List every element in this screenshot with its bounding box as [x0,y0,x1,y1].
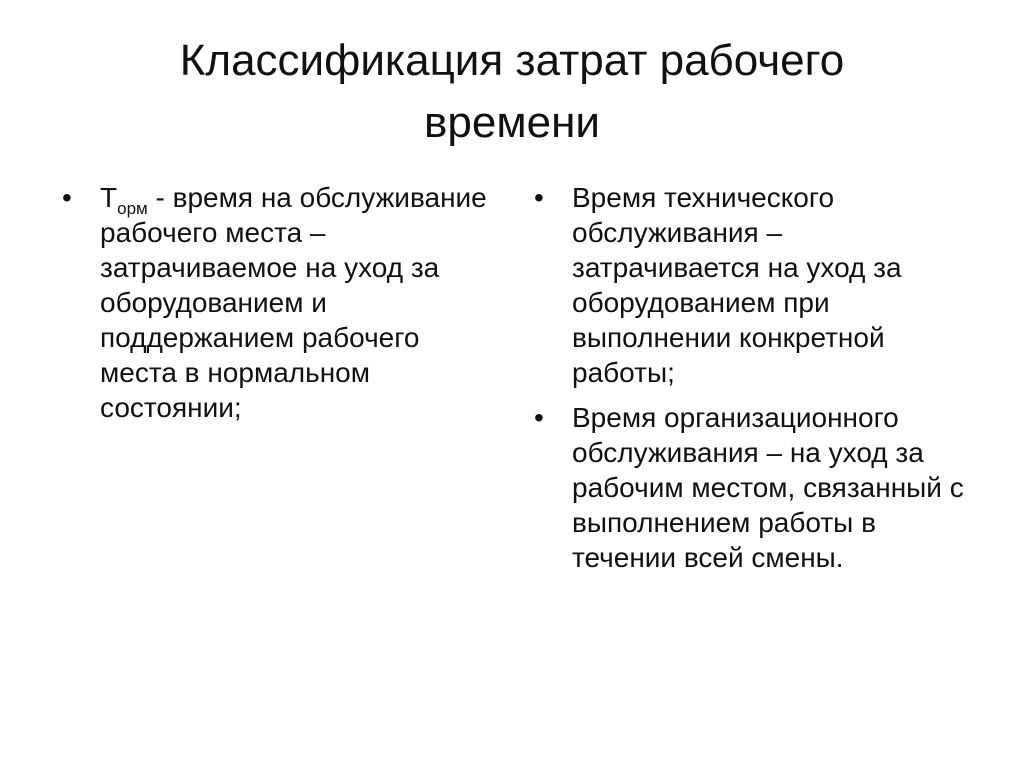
torm-subscript: орм [117,199,148,218]
bullet-icon: • [534,402,544,433]
slide-title [60,30,964,154]
left-bullet-list [58,180,490,435]
title-line-2: времени [424,98,600,147]
technical-service-text: Время технического обслуживания – затрачивается на уход за оборудованием при выполнении конкретной работы; [572,182,902,388]
list-item-technical-service [530,180,970,390]
title-line-1: Классификация затрат рабочего [179,36,845,85]
bullet-icon: • [534,182,544,213]
torm-symbol: Т [100,182,118,213]
bullet-icon: • [62,182,72,213]
list-item-torm [58,180,490,425]
organizational-service-text: Время организационного обслуживания – на уход за рабочим местом, связанный с выполнением работы в течении всей смены. [572,402,964,573]
right-bullet-list [530,180,970,585]
torm-definition: - время на обслуживание рабочего места – затрачиваемое на уход за оборудованием и поддержанием рабочего места в нормальном состоянии; [100,182,487,423]
list-item-organizational-service [530,400,970,575]
